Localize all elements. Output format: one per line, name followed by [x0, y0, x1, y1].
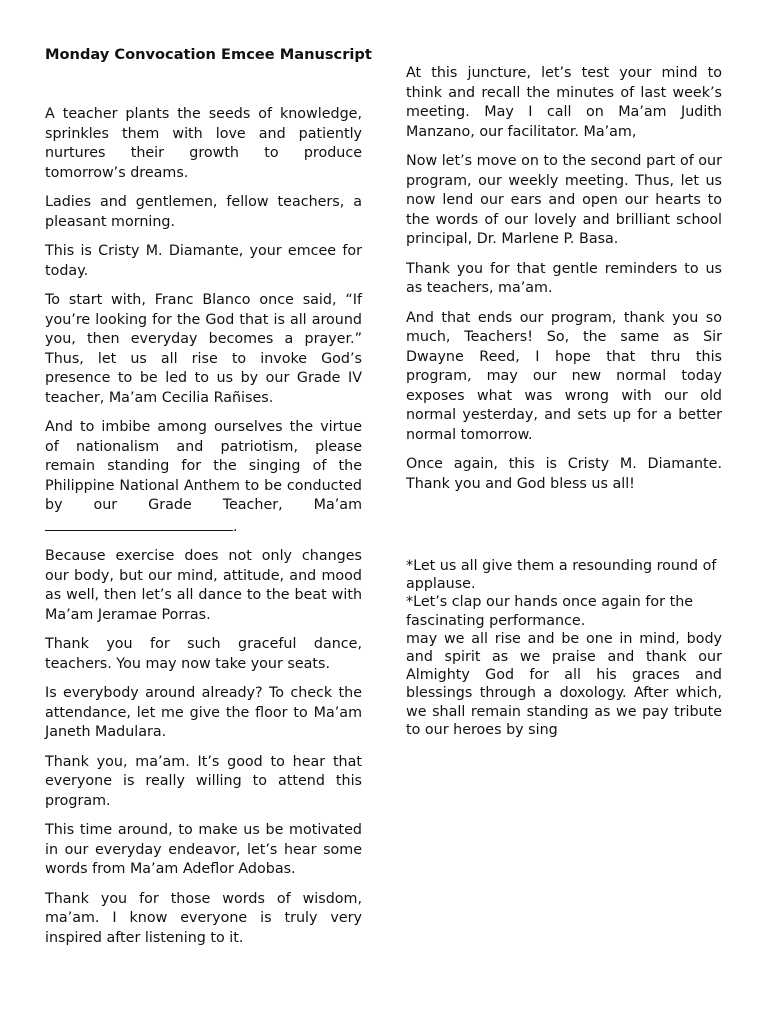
paragraph: Ladies and gentlemen, fellow teachers, a pleasant morning.: [45, 194, 362, 230]
notes-block: [406, 557, 722, 739]
paragraph: Is everybody around already? To check the attendance, let me give the floor to Ma’am Janeth Madulara.: [45, 685, 362, 740]
paragraph: Now let’s move on to the second part of our program, our weekly meeting. Thus, let us now lend our ears and open our hearts to the words of our lovely and brilliant school principal, Dr. Marlene P. Basa.: [406, 153, 722, 247]
paragraph: This is Cristy M. Diamante, your emcee for today.: [45, 243, 362, 279]
paragraph: At this juncture, let’s test your mind to think and recall the minutes of last week’s meeting. May I call on Ma’am Judith Manzano, our facilitator. Ma’am,: [406, 65, 722, 140]
paragraph: A teacher plants the seeds of knowledge, sprinkles them with love and patiently nurtures their growth to produce tomorrow’s dreams.: [45, 106, 362, 181]
paragraph: Thank you for such graceful dance, teachers. You may now take your seats.: [45, 636, 362, 672]
anthem-text: And to imbibe among ourselves the virtue of nationalism and patriotism, please remain standing for the singing of the Philippine National Anthem to be conducted by our Grade Teacher, Ma’am: [45, 419, 362, 513]
paragraph: Because exercise does not only changes our body, but our mind, attitude, and mood as well, then let’s all dance to the beat with Ma’am Jeramae Porras.: [45, 548, 362, 623]
paragraph: Thank you for those words of wisdom, ma’am. I know everyone is truly very inspired after listening to it.: [45, 890, 362, 946]
note: may we all rise and be one in mind, body and spirit as we praise and thank our Almighty God for all his graces and blessings through a doxology. After which, we shall remain standing as we pay tribute to our heroes by sing: [406, 630, 722, 738]
anthem-period: .: [233, 518, 238, 535]
document-title: Monday Convocation Emcee Manuscript: [45, 46, 372, 63]
paragraph: Thank you for that gentle reminders to us as teachers, ma’am.: [406, 260, 722, 296]
paragraph: Thank you, ma’am. It’s good to hear that everyone is really willing to attend this program.: [45, 753, 362, 809]
paragraph-anthem: [45, 418, 362, 537]
note: *Let us all give them a resounding round of applause.: [406, 558, 717, 593]
blank-line: [45, 516, 233, 531]
right-column: [406, 64, 722, 504]
paragraph: This time around, to make us be motivated in our everyday endeavor, let’s hear some words from Ma’am Adeflor Adobas.: [45, 822, 362, 877]
paragraph: And that ends our program, thank you so much, Teachers! So, the same as Sir Dwayne Reed, I hope that thru this program, may our new normal today exposes what was wrong with our old normal yesterday, and sets up for a better normal tomorrow.: [406, 309, 722, 443]
paragraph: To start with, Franc Blanco once said, “If you’re looking for the God that is all around you, then everyday becomes a prayer.” Thus, let us all rise to invoke God’s presence to be led to us by our Grade IV teacher, Ma’am Cecilia Rañises.: [45, 292, 362, 406]
paragraph: Once again, this is Cristy M. Diamante. Thank you and God bless us all!: [406, 456, 722, 492]
note: *Let’s clap our hands once again for the fascinating performance.: [406, 594, 694, 629]
left-column: [45, 105, 362, 958]
